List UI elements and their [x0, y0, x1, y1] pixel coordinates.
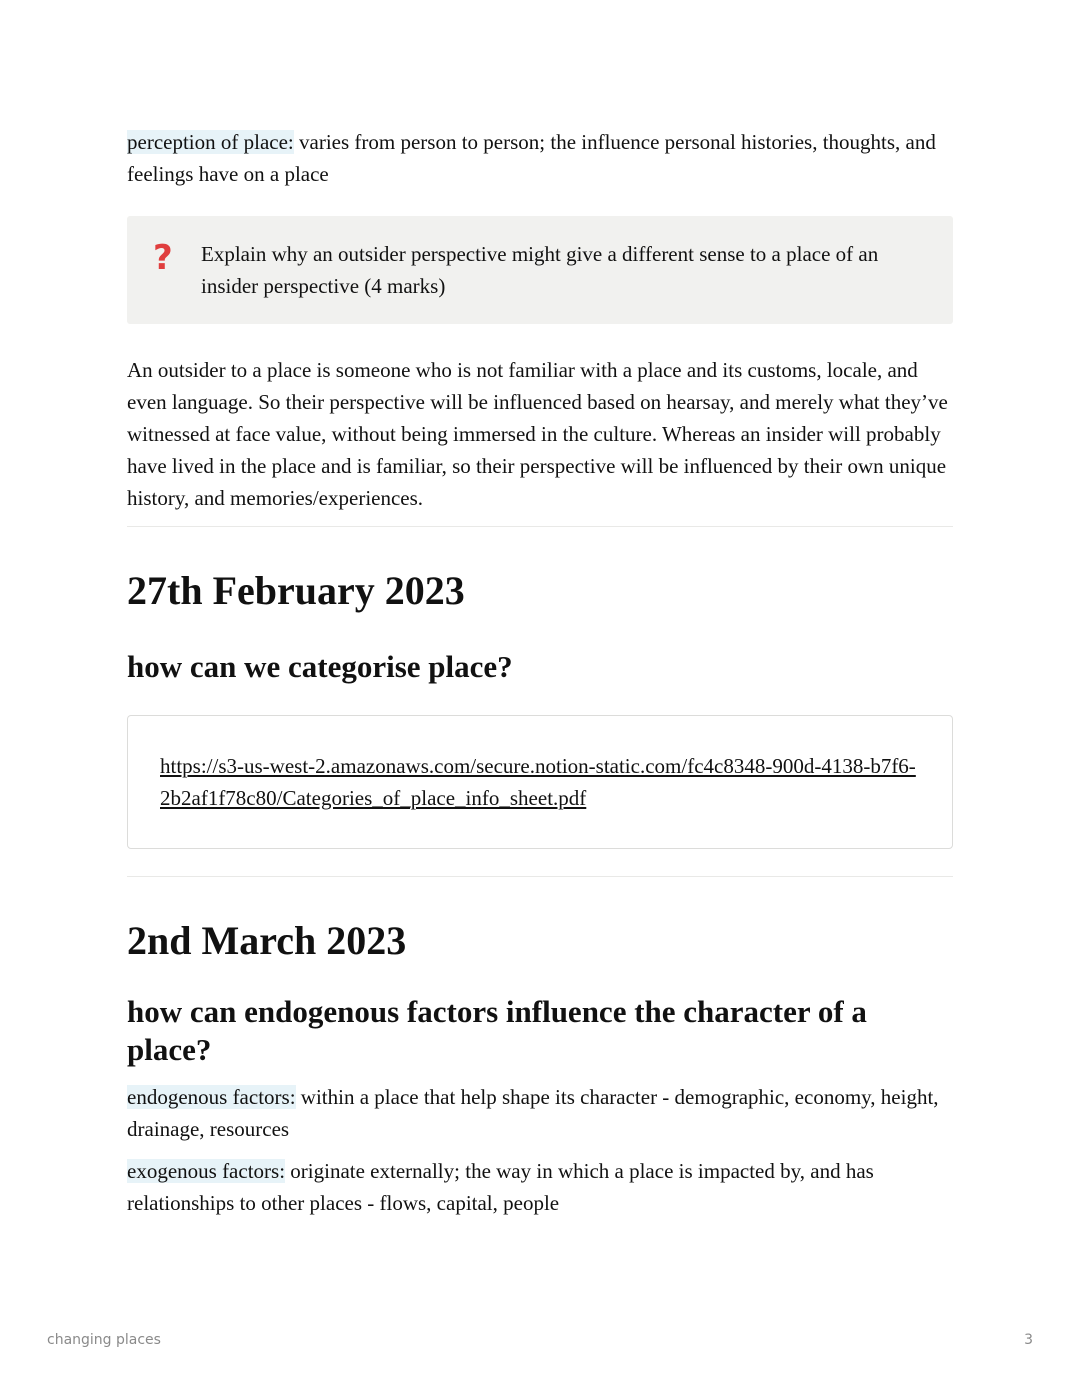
term-highlight: perception of place:	[127, 130, 294, 154]
definition-endogenous	[127, 1081, 953, 1145]
definition-text: varies from person to person; the influence personal histories, thoughts, and feelings have on a place	[127, 130, 936, 186]
definition-text: originate externally; the way in which a place is impacted by, and has relationships to other places - flows, capital, people	[127, 1159, 874, 1215]
callout-text: Explain why an outsider perspective might give a different sense to a place of an insider perspective (4 marks)	[201, 242, 879, 298]
page-content	[127, 126, 953, 1219]
footer-page-number: 3	[1024, 1332, 1033, 1348]
subheading-endogenous: how can endogenous factors influence the character of a place?	[127, 994, 867, 1067]
term-highlight: exogenous factors:	[127, 1159, 286, 1183]
term-highlight: endogenous factors:	[127, 1085, 296, 1109]
answer-paragraph: An outsider to a place is someone who is not familiar with a place and its customs, locale, and even language. So their perspective will be influenced based on hearsay, and merely what they’ve witnessed at face value, without being immersed in the culture. Whereas an insider will probably have lived in the place and is familiar, so their perspective will be influenced by their own unique history, and memories/experiences.	[127, 358, 948, 510]
definition-exogenous	[127, 1155, 953, 1219]
date-heading-march: 2nd March 2023	[127, 918, 407, 963]
definition-text: within a place that help shape its character - demographic, economy, height, drainage, resources	[127, 1085, 939, 1141]
question-mark-icon: ?	[153, 238, 173, 278]
definition-perception-of-place	[127, 126, 953, 190]
divider	[127, 876, 953, 877]
file-link[interactable]: https://s3-us-west-2.amazonaws.com/secure.notion-static.com/fc4c8348-900d-4138-b7f6-2b2af1f78c80/Categories_of_place_info_sheet.pdf	[160, 754, 916, 810]
divider	[127, 526, 953, 527]
footer-title: changing places	[47, 1332, 161, 1348]
date-heading-feb: 27th February 2023	[127, 568, 465, 613]
file-embed	[127, 715, 953, 849]
question-callout	[127, 216, 953, 324]
subheading-categorise: how can we categorise place?	[127, 649, 513, 684]
